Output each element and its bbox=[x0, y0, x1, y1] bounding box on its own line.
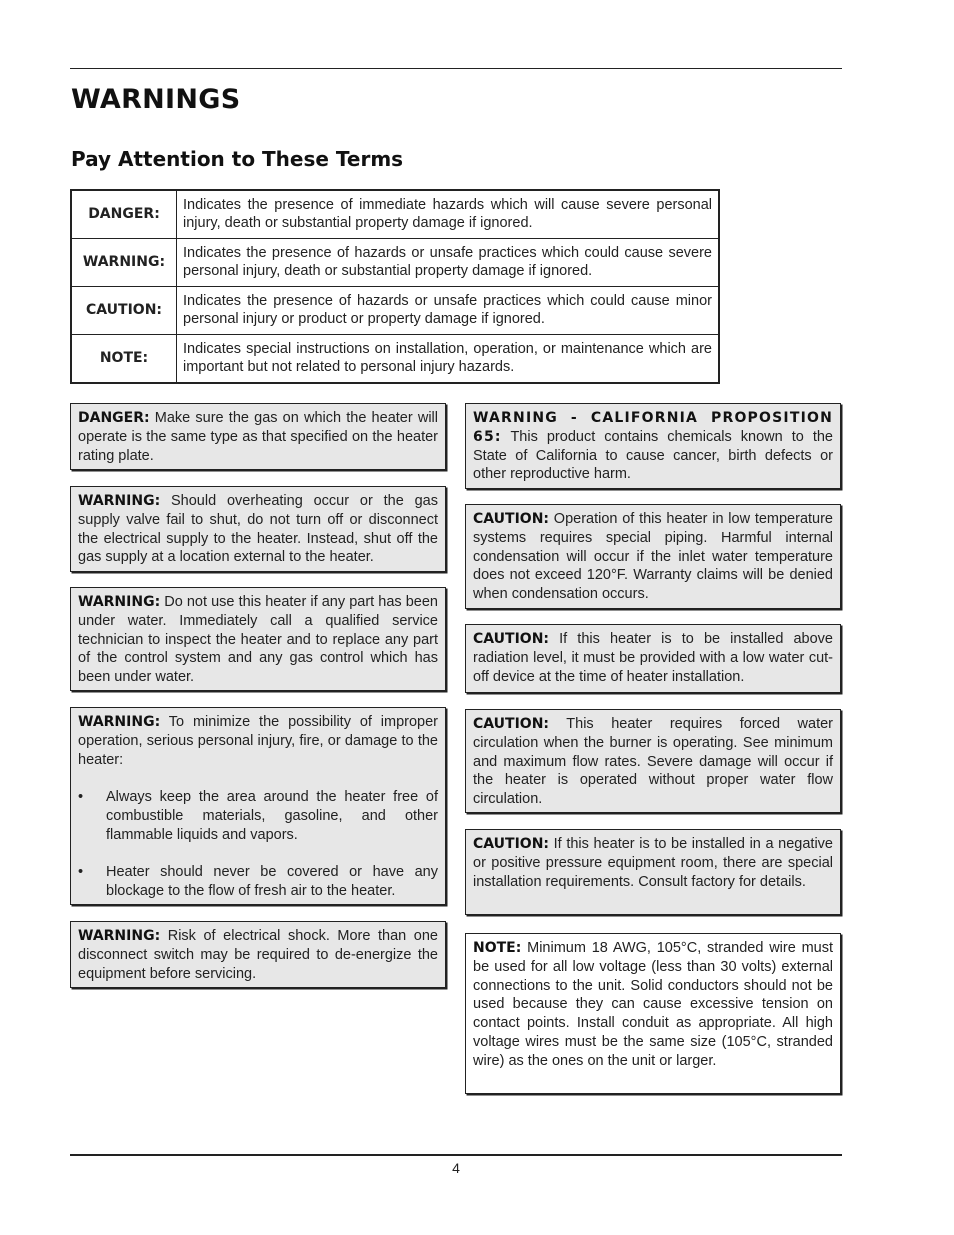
warning-prop65-box bbox=[465, 403, 841, 489]
box-text bbox=[473, 630, 833, 686]
box-text bbox=[473, 715, 833, 809]
page-number: 4 bbox=[452, 1160, 460, 1176]
box-text bbox=[473, 510, 833, 604]
box-label: WARNING: bbox=[78, 928, 161, 944]
term-definition: Indicates the presence of hazards or unsafe practices which could cause minor personal injury or product or property damage if ignored. bbox=[177, 287, 720, 335]
warning-electrical-shock-box bbox=[70, 921, 446, 988]
box-text bbox=[473, 835, 833, 891]
term-definition: Indicates the presence of immediate hazards which will cause severe personal injury, death or substantial property damage if ignored. bbox=[177, 190, 720, 239]
warning-improper-operation-box bbox=[70, 707, 446, 905]
caution-radiation-level-box bbox=[465, 624, 841, 693]
top-rule bbox=[70, 68, 842, 69]
box-text bbox=[78, 492, 438, 567]
warning-overheating-box bbox=[70, 486, 446, 572]
section-heading: Pay Attention to These Terms bbox=[71, 147, 404, 171]
box-label: WARNING: bbox=[78, 714, 161, 730]
table-row bbox=[71, 239, 719, 287]
bullet-list bbox=[78, 788, 438, 901]
box-body: This heater requires forced water circulation when the burner is operating. See minimum and maximum flow rates. Severe damage will occur if the heater is operated without proper water flow circulation. bbox=[473, 716, 833, 808]
box-label: DANGER: bbox=[78, 410, 150, 426]
box-label: WARNING - CALIFORNIA PROPOSITION 65: bbox=[473, 410, 833, 445]
term-definition: Indicates special instructions on installation, operation, or maintenance which are important but not related to personal injury hazards. bbox=[177, 335, 720, 384]
box-body: If this heater is to be installed in a negative or positive pressure equipment room, there are special installation requirements. Consult factory for details. bbox=[473, 836, 833, 890]
box-label: WARNING: bbox=[78, 594, 161, 610]
term-danger: DANGER: bbox=[71, 190, 177, 239]
bullet-icon: • bbox=[78, 864, 84, 881]
box-text bbox=[78, 713, 438, 769]
box-text bbox=[78, 593, 438, 687]
list-item bbox=[78, 788, 438, 844]
list-item-text: Heater should never be covered or have any blockage to the flow of fresh air to the heater. bbox=[106, 864, 438, 900]
box-body: Should overheating occur or the gas supply valve fail to shut, do not turn off or disconnect the electrical supply to the heater. Instead, shut off the gas supply at a location external to the heater. bbox=[78, 493, 438, 566]
box-label: CAUTION: bbox=[473, 511, 550, 527]
box-body: Operation of this heater in low temperature systems requires special piping. Harmful internal condensation will occur if the inlet water temperature does not exceed 120°F. Warranty claims will be denied when condensation occurs. bbox=[473, 511, 833, 603]
table-row bbox=[71, 335, 719, 384]
danger-gas-type-box bbox=[70, 403, 446, 470]
box-body: This product contains chemicals known to the State of California to cause cancer, birth defects or other reproductive harm. bbox=[473, 428, 833, 483]
box-label: NOTE: bbox=[473, 940, 522, 956]
bullet-icon: • bbox=[78, 789, 84, 806]
page-title: WARNINGS bbox=[71, 84, 241, 115]
box-text bbox=[473, 939, 833, 1071]
box-text bbox=[473, 409, 833, 484]
box-label: WARNING: bbox=[78, 493, 161, 509]
terms-table bbox=[70, 189, 720, 384]
box-label: CAUTION: bbox=[473, 631, 550, 647]
box-body: Minimum 18 AWG, 105°C, stranded wire must be used for all low voltage (less than 30 volts) external connections to the unit. Solid conductors should not be used because they can cause excessive tension on contact points. Install conduit as appropriate. All high voltage wires must be the same size (105°C, stranded wire) as the ones on the unit or larger. bbox=[473, 940, 833, 1069]
list-item bbox=[78, 863, 438, 901]
box-text bbox=[78, 927, 438, 983]
box-label: CAUTION: bbox=[473, 836, 550, 852]
box-label: CAUTION: bbox=[473, 716, 550, 732]
box-body: Risk of electrical shock. More than one disconnect switch may be required to de-energize the equipment before servicing. bbox=[78, 928, 438, 982]
box-body: If this heater is to be installed above radiation level, it must be provided with a low water cut-off device at the time of heater installation. bbox=[473, 631, 833, 685]
box-text bbox=[78, 409, 438, 465]
term-warning: WARNING: bbox=[71, 239, 177, 287]
caution-pressure-room-box bbox=[465, 829, 841, 915]
term-note: NOTE: bbox=[71, 335, 177, 384]
caution-forced-circulation-box bbox=[465, 709, 841, 813]
box-body: To minimize the possibility of improper operation, serious personal injury, fire, or damage to the heater: bbox=[78, 714, 438, 768]
bottom-rule bbox=[70, 1154, 842, 1156]
table-row bbox=[71, 190, 719, 239]
box-body: Do not use this heater if any part has been under water. Immediately call a qualified service technician to inspect the heater and to replace any part of the control system and any gas control which has been under water. bbox=[78, 594, 438, 686]
list-item-text: Always keep the area around the heater free of combustible materials, gasoline, and other flammable liquids and vapors. bbox=[106, 789, 438, 843]
term-caution: CAUTION: bbox=[71, 287, 177, 335]
note-wiring-box bbox=[465, 933, 841, 1094]
table-row bbox=[71, 287, 719, 335]
term-definition: Indicates the presence of hazards or unsafe practices which could cause severe personal injury, death or substantial property damage if ignored. bbox=[177, 239, 720, 287]
caution-low-temperature-box bbox=[465, 504, 841, 609]
box-body: Make sure the gas on which the heater will operate is the same type as that specified on the heater rating plate. bbox=[78, 410, 438, 464]
warning-water-damage-box bbox=[70, 587, 446, 691]
